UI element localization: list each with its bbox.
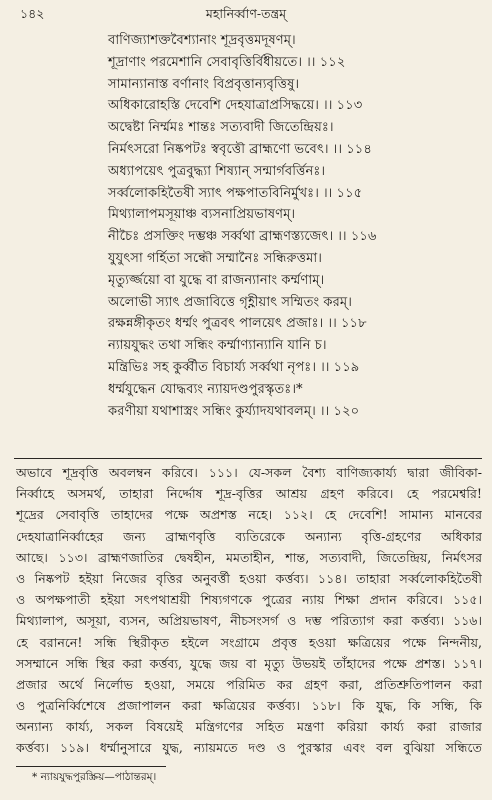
verse-line (108, 401, 478, 423)
translation-line: নির্ব্বাহে অসমর্থ, তাহারা নির্দ্দোষ শূদ্র-বৃত্তির আশ্রয় গ্রহণ করিবে। হে পরমেশ্বরি! (16, 486, 482, 502)
translation-line: আছে। ১১৩। ব্রাহ্মণজাতির দ্বেষহীন, মমতাহীন, শান্ত, সত্যবাদী, জিতেন্দ্রিয়, নির্মৎসর (16, 549, 482, 565)
verse-text: যুযুৎসা গর্হিতা সন্ধৌ সম্মানৈঃ সন্ধিরুত্তমা। (108, 250, 322, 266)
verse-number: ।। ১১৯ (320, 359, 360, 375)
translation-line: অভাবে শূদ্রবৃত্তি অবলম্বন করিবে। ১১১। যে-সকল বৈশ্য বাণিজ্যকার্য্য দ্বারা জীবিকা- (16, 465, 482, 480)
verse-text: সর্ব্বলোকহিতৈষী স্যাৎ পক্ষপাতবিনির্মুখঃ। (108, 185, 319, 201)
translation-line: শূদ্রের সেবাবৃত্তি তাহাদের পক্ষে অপ্রশস্ত নহে। ১১২। হে দেবেশি! সামান্য মানবের (16, 507, 482, 523)
verse-number: ।। ১১৩ (323, 98, 363, 114)
verse-number: ।। ১১৬ (337, 229, 377, 245)
translation-line: মিথ্যালাপ, অসূয়া, ব্যসন, অপ্রিয়ভাষণ, নীচসংসর্গ ও দম্ভ পরিত্যাগ করা কর্ত্তব্য। ১১৬। (16, 613, 482, 629)
verse-text: মন্ত্রিভিঃ সহ কুর্ব্বীত বিচার্য্য সর্ব্বথা নৃপঃ। (108, 359, 317, 375)
verse-text: অলোভী স্যাৎ প্রজাবিত্তে গৃহ্ণীয়াৎ সম্মিতং করম্। (108, 294, 352, 310)
verse-line (108, 379, 478, 401)
verse-text: ধর্ম্মযুদ্ধেন যোদ্ধব্যং ন্যায়দণ্ডপুরস্কৃতঃ।* (108, 381, 303, 397)
page-number: ১৪২ (20, 6, 45, 21)
verse-number: ।। ১২০ (319, 403, 360, 419)
verse-text: মিথ্যালাপমসূয়াঞ্চ ব্যসনাপ্রিয়ভাষণম্। (108, 207, 296, 223)
verse-number: ।। ১১৮ (327, 316, 367, 332)
verse-text: করণীয়া যথাশাস্ত্রং সন্ধিং কুর্য্যাদযথাবলম্। (108, 403, 316, 419)
translation-line: সসম্মানে সন্ধি স্থির করা কর্ত্তব্য, যুদ্ধে জয় বা মৃত্যু উভয়ই তাঁহাদের পক্ষে প্রশস্ত। ১১৭। (16, 655, 482, 671)
translation-line: দেহযাত্রানির্ব্বাহের জন্য ব্রাহ্মণবৃত্তি ব্যতিরেকে অন্যান্য বৃত্তি-গ্রহণের অধিকার (16, 528, 482, 544)
translation-line: ও পুত্রনির্ব্বিশেষে প্রজাপালন করা ক্ষত্রিয়ের কর্ত্তব্য। ১১৮। কি যুদ্ধ, কি সন্ধি, কি (16, 698, 482, 714)
page-header (14, 6, 478, 24)
verse-line (108, 161, 478, 183)
verse-line (108, 117, 478, 139)
verse-line (108, 335, 478, 357)
section-divider (14, 458, 482, 459)
verse-line (108, 226, 478, 248)
verse-line (108, 74, 478, 96)
translation-line: ও অপক্ষপাতী হইয়া সৎপথাশ্রয়ী শিষ্যগণকে পুত্রের ন্যায় শিক্ষা প্রদান করিবে। ১১৫। (16, 592, 482, 608)
translation-line: প্রজার অর্থে নির্লোভ হওয়া, সময়ে পরিমিত কর গ্রহণ করা, প্রতিশ্রুতিপালন করা (16, 676, 482, 692)
footnote-divider (16, 766, 166, 767)
verse-text: রক্ষন্নঙ্গীকৃতং ধর্ম্মং পুত্রবৎ পালয়েৎ প্রজাঃ। (108, 316, 324, 332)
verse-text: অধিকারোহস্তি দেবেশি দেহযাত্রাপ্রসিদ্ধয়ে। (108, 98, 319, 114)
verse-line (108, 313, 478, 335)
verse-line (108, 248, 478, 270)
translation-line: কর্ত্তব্য। ১১৯। ধর্ম্মানুসারে যুদ্ধ, ন্যায়মতে দণ্ড ও পুরস্কার এবং বল বুঝিয়া সন্ধিতে (16, 740, 482, 756)
verse-line (108, 52, 478, 74)
verse-text: সামান্যানাস্ত বর্ণানাং বিপ্রবৃত্তান্যবৃত্তিষু। (108, 76, 300, 92)
verse-line (108, 139, 478, 161)
verse-text: শূদ্রাণাং পরমেশানি সেবাবৃত্তির্বিধীয়তে। (108, 54, 303, 70)
translation-line: হে বরাননে! সন্ধি স্থিরীকৃত হইলে সংগ্রামে প্রবৃত্ত হওয়া ক্ষত্রিয়ের পক্ষে নিন্দনীয়, (16, 634, 482, 650)
verse-line (108, 30, 478, 52)
verse-text: নির্মৎসরো নিষ্কপটঃ স্ববৃত্তৌ ব্রাহ্মণো ভবেৎ। (108, 141, 329, 157)
verse-text: বাণিজ্যাশক্তবৈশ্যানাং শূদ্রবৃত্তমদূষণম্। (108, 33, 296, 48)
verse-number: ।। ১১২ (306, 54, 346, 70)
verse-number: ।। ১১৫ (322, 185, 363, 201)
verse-line (108, 204, 478, 226)
verse-line (108, 357, 478, 379)
verse-text: অদ্বেষ্টা নির্ম্মমঃ শান্তঃ সত্যবাদী জিতেন্দ্রিয়ঃ। (108, 120, 334, 136)
verse-line (108, 270, 478, 292)
verse-text: অধ্যাপয়েৎ পুত্রবুদ্ধ্যা শিষ্যান্ সন্মার্গবর্ত্তিনঃ। (108, 163, 326, 179)
verse-text: ন্যায়যুদ্ধং তথা সন্ধিং কর্ম্মাণ্যান্যানি যানি চ। (108, 338, 327, 354)
sanskrit-verses (108, 30, 478, 422)
verse-line (108, 183, 478, 205)
translation-line: ও নিষ্কপট হইয়া নিজের বৃত্তির অনুবর্ত্তী হওয়া কর্ত্তব্য। ১১৪। তাহারা সর্ব্বলোকহিতৈষী (16, 570, 482, 586)
bengali-translation (16, 462, 482, 759)
translation-line: অন্যান্য কার্য্য, সকল বিষয়েই মন্ত্রিগণের সহিত মন্ত্রণা করিয়া কার্য্য করা রাজার (16, 719, 482, 735)
verse-text: মৃত্যুর্জ্জয়ো বা যুদ্ধে বা রাজন্যানাং কর্ম্মণাম্। (108, 272, 325, 288)
verse-text: নীচৈঃ প্রসক্তিং দম্ভঞ্চ সর্ব্বথা ব্রাহ্মণস্ত্যজেৎ। (108, 229, 334, 245)
footnote: * ন্যায়যুদ্ধপুরস্ক্রিয়—পাঠান্তরম্। (32, 771, 157, 783)
verse-number: ।। ১১৪ (332, 141, 372, 157)
verse-line (108, 95, 478, 117)
verse-line (108, 292, 478, 314)
running-title: মহানির্ব্বাণ-তন্ত্রম্ (205, 6, 287, 21)
